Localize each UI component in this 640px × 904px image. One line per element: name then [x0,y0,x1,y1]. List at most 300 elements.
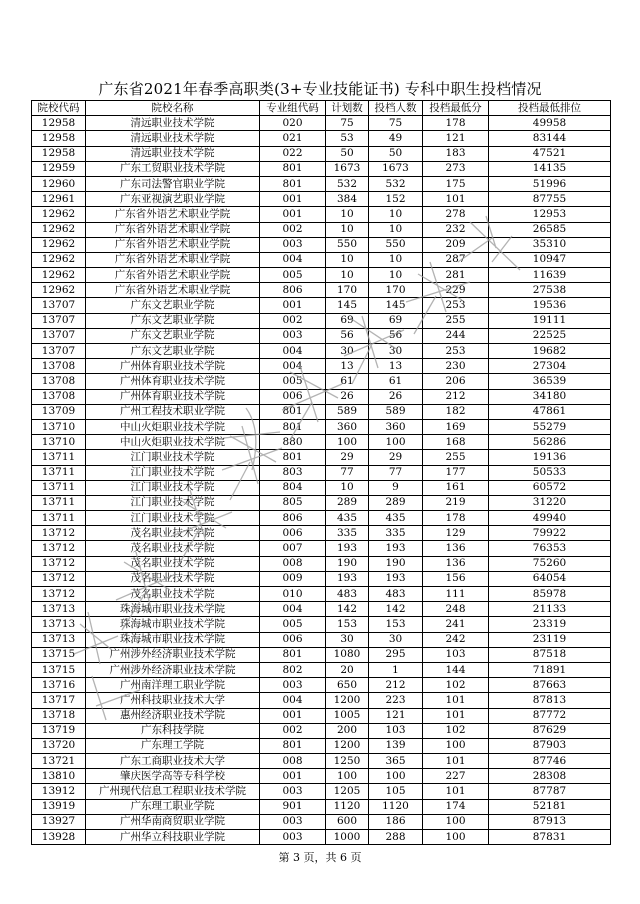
cell-school-code: 13716 [32,678,86,693]
cell-school-code: 13711 [32,480,86,495]
cell-admitted-count: 29 [369,450,423,465]
admission-table [31,100,611,845]
cell-school-code: 13912 [32,784,86,799]
cell-school-code: 13707 [32,328,86,343]
cell-plan-count: 384 [326,192,369,207]
cell-plan-count: 1673 [326,161,369,176]
cell-admitted-count: 532 [369,176,423,191]
table-row [32,435,611,450]
cell-min-rank: 23119 [489,632,611,647]
cell-min-score: 111 [423,587,489,602]
cell-group-code: 803 [260,465,326,480]
cell-school-code: 12962 [32,268,86,283]
cell-admitted-count: 142 [369,602,423,617]
cell-min-rank: 21133 [489,602,611,617]
cell-school-code: 13715 [32,647,86,662]
cell-min-rank: 87813 [489,693,611,708]
cell-min-score: 183 [423,146,489,161]
cell-group-code: 001 [260,769,326,784]
cell-min-rank: 19111 [489,313,611,328]
table-row [32,526,611,541]
cell-school-code: 13713 [32,617,86,632]
cell-plan-count: 10 [326,268,369,283]
cell-school-code: 13707 [32,313,86,328]
cell-admitted-count: 193 [369,571,423,586]
cell-admitted-count: 139 [369,738,423,753]
cell-group-code: 806 [260,283,326,298]
cell-plan-count: 100 [326,435,369,450]
cell-min-score: 230 [423,359,489,374]
table-row [32,389,611,404]
cell-plan-count: 30 [326,344,369,359]
cell-group-code: 801 [260,738,326,753]
cell-group-code: 003 [260,678,326,693]
cell-group-code: 008 [260,556,326,571]
cell-plan-count: 193 [326,541,369,556]
cell-min-score: 227 [423,769,489,784]
cell-admitted-count: 190 [369,556,423,571]
cell-min-rank: 47861 [489,404,611,419]
cell-school-name: 广东文艺职业学院 [86,328,260,343]
cell-school-code: 13707 [32,344,86,359]
cell-plan-count: 1200 [326,738,369,753]
cell-group-code: 005 [260,617,326,632]
cell-plan-count: 170 [326,283,369,298]
cell-school-name: 广州现代信息工程职业技术学院 [86,784,260,799]
cell-group-code: 901 [260,799,326,814]
table-row [32,587,611,602]
cell-school-name: 茂名职业技术学院 [86,541,260,556]
cell-min-rank: 19536 [489,298,611,313]
cell-admitted-count: 69 [369,313,423,328]
cell-min-score: 156 [423,571,489,586]
col-group-code: 专业组代码 [260,101,326,116]
cell-school-name: 茂名职业技术学院 [86,571,260,586]
cell-min-score: 161 [423,480,489,495]
cell-school-code: 13711 [32,495,86,510]
cell-min-score: 175 [423,176,489,191]
cell-min-rank: 83144 [489,131,611,146]
cell-min-rank: 87772 [489,708,611,723]
cell-min-rank: 36539 [489,374,611,389]
cell-group-code: 801 [260,161,326,176]
cell-school-name: 广东理工职业学院 [86,799,260,814]
cell-admitted-count: 365 [369,754,423,769]
table-row [32,146,611,161]
cell-min-score: 144 [423,662,489,677]
cell-group-code: 021 [260,131,326,146]
cell-admitted-count: 483 [369,587,423,602]
cell-group-code: 005 [260,374,326,389]
cell-min-rank: 35310 [489,237,611,252]
cell-plan-count: 335 [326,526,369,541]
cell-group-code: 801 [260,176,326,191]
cell-plan-count: 53 [326,131,369,146]
cell-admitted-count: 193 [369,541,423,556]
cell-group-code: 801 [260,647,326,662]
cell-school-name: 江门职业技术学院 [86,495,260,510]
table-row [32,404,611,419]
cell-min-rank: 79922 [489,526,611,541]
cell-admitted-count: 10 [369,222,423,237]
cell-school-code: 13719 [32,723,86,738]
cell-min-rank: 26585 [489,222,611,237]
table-row [32,116,611,131]
cell-min-rank: 49958 [489,116,611,131]
cell-plan-count: 435 [326,511,369,526]
cell-plan-count: 550 [326,237,369,252]
cell-group-code: 008 [260,754,326,769]
cell-school-name: 广州涉外经济职业技术学院 [86,647,260,662]
table-row [32,647,611,662]
cell-admitted-count: 50 [369,146,423,161]
cell-admitted-count: 10 [369,252,423,267]
col-school-code: 院校代码 [32,101,86,116]
cell-min-rank: 28308 [489,769,611,784]
cell-plan-count: 1000 [326,830,369,845]
cell-school-code: 13707 [32,298,86,313]
cell-school-code: 13919 [32,799,86,814]
cell-admitted-count: 100 [369,435,423,450]
cell-school-name: 广东文艺职业学院 [86,298,260,313]
cell-plan-count: 483 [326,587,369,602]
cell-admitted-count: 295 [369,647,423,662]
cell-min-score: 100 [423,738,489,753]
cell-min-score: 169 [423,419,489,434]
cell-min-rank: 85978 [489,587,611,602]
cell-school-code: 13718 [32,708,86,723]
cell-school-name: 广州工程技术职业学院 [86,404,260,419]
table-row [32,693,611,708]
cell-school-name: 茂名职业技术学院 [86,587,260,602]
cell-school-name: 茂名职业技术学院 [86,556,260,571]
cell-school-name: 广东省外语艺术职业学院 [86,237,260,252]
cell-school-code: 13721 [32,754,86,769]
cell-min-score: 278 [423,207,489,222]
cell-school-name: 珠海城市职业技术学院 [86,617,260,632]
cell-min-rank: 87787 [489,784,611,799]
table-header [32,101,611,116]
cell-group-code: 003 [260,814,326,829]
cell-min-rank: 52181 [489,799,611,814]
cell-min-rank: 14135 [489,161,611,176]
cell-group-code: 007 [260,541,326,556]
document-title: 广东省2021年春季高职类(3+专业技能证书) 专科中职生投档情况 [98,80,542,98]
cell-group-code: 002 [260,723,326,738]
cell-group-code: 002 [260,222,326,237]
cell-min-score: 136 [423,541,489,556]
cell-min-rank: 87913 [489,814,611,829]
cell-min-score: 178 [423,116,489,131]
table-row [32,784,611,799]
cell-admitted-count: 56 [369,328,423,343]
cell-plan-count: 1205 [326,784,369,799]
cell-plan-count: 75 [326,116,369,131]
cell-group-code: 003 [260,784,326,799]
cell-plan-count: 100 [326,769,369,784]
cell-min-score: 101 [423,192,489,207]
cell-admitted-count: 1120 [369,799,423,814]
cell-plan-count: 10 [326,222,369,237]
cell-admitted-count: 550 [369,237,423,252]
cell-school-name: 广东省外语艺术职业学院 [86,207,260,222]
cell-school-name: 广州南洋理工职业学院 [86,678,260,693]
cell-school-name: 广州体育职业技术学院 [86,374,260,389]
table-row [32,678,611,693]
cell-min-score: 206 [423,374,489,389]
cell-school-name: 清远职业技术学院 [86,131,260,146]
cell-admitted-count: 223 [369,693,423,708]
cell-admitted-count: 1673 [369,161,423,176]
cell-group-code: 002 [260,313,326,328]
cell-group-code: 006 [260,389,326,404]
cell-plan-count: 61 [326,374,369,389]
cell-min-rank: 19136 [489,450,611,465]
cell-min-rank: 12953 [489,207,611,222]
table-row [32,192,611,207]
table-row [32,419,611,434]
cell-plan-count: 145 [326,298,369,313]
cell-group-code: 004 [260,602,326,617]
cell-school-name: 广东省外语艺术职业学院 [86,283,260,298]
cell-min-score: 101 [423,708,489,723]
cell-school-code: 13711 [32,450,86,465]
cell-school-name: 肇庆医学高等专科学校 [86,769,260,784]
cell-plan-count: 50 [326,146,369,161]
cell-admitted-count: 1 [369,662,423,677]
cell-plan-count: 153 [326,617,369,632]
table-row [32,632,611,647]
cell-school-name: 广州华南商贸职业学院 [86,814,260,829]
cell-admitted-count: 153 [369,617,423,632]
cell-admitted-count: 61 [369,374,423,389]
cell-school-name: 广东省外语艺术职业学院 [86,268,260,283]
cell-min-score: 255 [423,450,489,465]
cell-min-score: 212 [423,389,489,404]
cell-school-name: 广州华立科技职业学院 [86,830,260,845]
table-row [32,161,611,176]
cell-school-name: 广州科技职业技术大学 [86,693,260,708]
cell-plan-count: 360 [326,419,369,434]
cell-school-code: 12962 [32,237,86,252]
cell-admitted-count: 212 [369,678,423,693]
cell-group-code: 006 [260,526,326,541]
cell-plan-count: 532 [326,176,369,191]
cell-min-score: 178 [423,511,489,526]
cell-group-code: 004 [260,359,326,374]
table-row [32,799,611,814]
table-row [32,298,611,313]
cell-school-code: 13710 [32,435,86,450]
cell-admitted-count: 77 [369,465,423,480]
cell-min-rank: 87746 [489,754,611,769]
cell-admitted-count: 49 [369,131,423,146]
table-row [32,814,611,829]
cell-school-code: 13712 [32,556,86,571]
cell-min-rank: 19682 [489,344,611,359]
cell-school-code: 13713 [32,602,86,617]
cell-school-name: 惠州经济职业技术学院 [86,708,260,723]
cell-school-code: 13711 [32,465,86,480]
cell-group-code: 010 [260,587,326,602]
cell-school-name: 广东司法警官职业学院 [86,176,260,191]
cell-min-score: 168 [423,435,489,450]
cell-school-code: 13708 [32,374,86,389]
table-body [32,116,611,845]
table-row [32,268,611,283]
cell-min-score: 242 [423,632,489,647]
cell-plan-count: 200 [326,723,369,738]
cell-school-name: 茂名职业技术学院 [86,526,260,541]
table-row [32,237,611,252]
cell-admitted-count: 10 [369,207,423,222]
col-school-name: 院校名称 [86,101,260,116]
cell-min-rank: 50533 [489,465,611,480]
col-admitted-count: 投档人数 [369,101,423,116]
cell-plan-count: 142 [326,602,369,617]
cell-plan-count: 29 [326,450,369,465]
cell-group-code: 001 [260,192,326,207]
cell-school-name: 中山火炬职业技术学院 [86,435,260,450]
cell-admitted-count: 335 [369,526,423,541]
cell-plan-count: 77 [326,465,369,480]
cell-min-rank: 51996 [489,176,611,191]
cell-group-code: 004 [260,693,326,708]
table-row [32,541,611,556]
cell-admitted-count: 9 [369,480,423,495]
cell-min-rank: 60572 [489,480,611,495]
cell-school-code: 13709 [32,404,86,419]
cell-min-rank: 11639 [489,268,611,283]
cell-min-rank: 27304 [489,359,611,374]
cell-admitted-count: 170 [369,283,423,298]
cell-min-score: 229 [423,283,489,298]
table-row [32,207,611,222]
cell-min-score: 273 [423,161,489,176]
cell-min-score: 219 [423,495,489,510]
cell-admitted-count: 186 [369,814,423,829]
cell-group-code: 020 [260,116,326,131]
cell-group-code: 804 [260,480,326,495]
cell-admitted-count: 10 [369,268,423,283]
cell-school-code: 12961 [32,192,86,207]
cell-school-name: 珠海城市职业技术学院 [86,602,260,617]
cell-school-name: 清远职业技术学院 [86,146,260,161]
cell-plan-count: 289 [326,495,369,510]
cell-min-rank: 34180 [489,389,611,404]
col-plan-count: 计划数 [326,101,369,116]
cell-school-name: 中山火炬职业技术学院 [86,419,260,434]
cell-plan-count: 30 [326,632,369,647]
cell-min-rank: 87831 [489,830,611,845]
cell-min-rank: 87663 [489,678,611,693]
cell-min-score: 102 [423,723,489,738]
cell-school-name: 广东省外语艺术职业学院 [86,222,260,237]
cell-school-code: 12958 [32,146,86,161]
cell-min-score: 101 [423,693,489,708]
cell-min-score: 253 [423,344,489,359]
cell-group-code: 802 [260,662,326,677]
cell-plan-count: 600 [326,814,369,829]
cell-school-name: 清远职业技术学院 [86,116,260,131]
cell-min-rank: 22525 [489,328,611,343]
cell-min-rank: 55279 [489,419,611,434]
table-row [32,131,611,146]
cell-school-name: 广东文艺职业学院 [86,344,260,359]
cell-admitted-count: 26 [369,389,423,404]
cell-min-rank: 56286 [489,435,611,450]
cell-min-score: 281 [423,268,489,283]
cell-min-score: 241 [423,617,489,632]
cell-school-name: 江门职业技术学院 [86,511,260,526]
cell-school-code: 12962 [32,283,86,298]
cell-min-score: 101 [423,754,489,769]
cell-min-rank: 64054 [489,571,611,586]
cell-min-score: 101 [423,784,489,799]
cell-school-name: 广州体育职业技术学院 [86,359,260,374]
cell-admitted-count: 75 [369,116,423,131]
cell-school-code: 13711 [32,511,86,526]
cell-min-rank: 47521 [489,146,611,161]
cell-min-rank: 31220 [489,495,611,510]
cell-plan-count: 13 [326,359,369,374]
cell-plan-count: 10 [326,480,369,495]
cell-school-code: 12962 [32,222,86,237]
cell-plan-count: 650 [326,678,369,693]
cell-plan-count: 69 [326,313,369,328]
cell-min-score: 248 [423,602,489,617]
table-row [32,313,611,328]
cell-school-code: 13927 [32,814,86,829]
cell-group-code: 806 [260,511,326,526]
cell-plan-count: 1200 [326,693,369,708]
cell-group-code: 003 [260,328,326,343]
cell-min-rank: 27538 [489,283,611,298]
cell-group-code: 001 [260,298,326,313]
cell-school-name: 广东工商职业技术大学 [86,754,260,769]
cell-plan-count: 26 [326,389,369,404]
cell-admitted-count: 360 [369,419,423,434]
cell-min-score: 103 [423,647,489,662]
table-row [32,222,611,237]
cell-min-score: 177 [423,465,489,480]
cell-admitted-count: 589 [369,404,423,419]
cell-plan-count: 193 [326,571,369,586]
cell-min-score: 100 [423,830,489,845]
table-row [32,480,611,495]
cell-school-code: 13715 [32,662,86,677]
cell-min-score: 244 [423,328,489,343]
cell-min-score: 121 [423,131,489,146]
cell-min-score: 287 [423,252,489,267]
cell-group-code: 009 [260,571,326,586]
cell-group-code: 001 [260,708,326,723]
cell-admitted-count: 30 [369,632,423,647]
cell-min-score: 232 [423,222,489,237]
cell-min-rank: 10947 [489,252,611,267]
cell-school-name: 江门职业技术学院 [86,480,260,495]
cell-admitted-count: 435 [369,511,423,526]
cell-min-rank: 23319 [489,617,611,632]
cell-school-code: 13810 [32,769,86,784]
table-row [32,662,611,677]
cell-plan-count: 56 [326,328,369,343]
cell-school-code: 13720 [32,738,86,753]
cell-group-code: 006 [260,632,326,647]
table-row [32,617,611,632]
cell-min-rank: 76353 [489,541,611,556]
cell-min-rank: 49940 [489,511,611,526]
